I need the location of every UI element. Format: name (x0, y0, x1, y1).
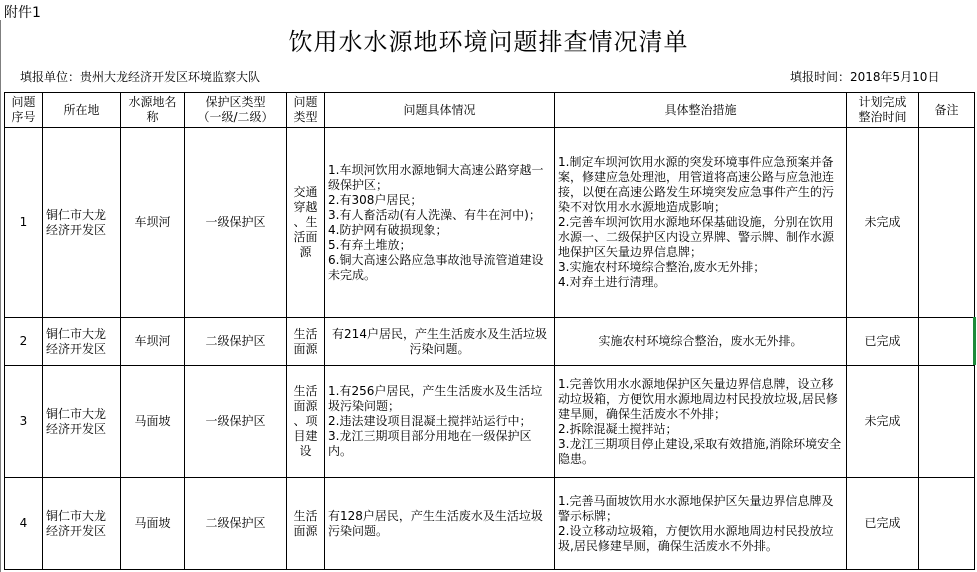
header-issue[interactable]: 问题具体情况 (325, 93, 555, 128)
cell-no[interactable]: 4 (5, 478, 43, 570)
sheet-left-border (0, 20, 1, 572)
table-row (5, 366, 975, 478)
cell-measure[interactable]: 1.制定车坝河饮用水源的突发环境事件应急预案并备案，修建应急处理池，用管道将高速公路与应急池连接，以便在高速公路发生环境突发应急事件产生的污染不对饮用水水源地造成影响； 2.完善车坝河饮用水源地环保基础设施，分别在饮用水源一、二级保护区内设立界牌、警示牌、制作水源地保护区矢量边界信息牌； 3.实施农村环境综合整治,废水无外排； 4.对弃土进行清理。 (555, 128, 847, 318)
page-title: 饮用水水源地环境问题排查情况清单 (288, 28, 689, 56)
header-note[interactable]: 备注 (919, 93, 975, 128)
cell-measure[interactable]: 实施农村环境综合整治，废水无外排。 (555, 318, 847, 366)
table-row (5, 128, 975, 318)
cell-type[interactable]: 生活 面源 (287, 318, 325, 366)
header-measure[interactable]: 具体整治措施 (555, 93, 847, 128)
header-location[interactable]: 所在地 (43, 93, 121, 128)
cell-location[interactable]: 铜仁市大龙 经济开发区 (43, 478, 121, 570)
cell-source[interactable]: 车坝河 (121, 318, 185, 366)
annex-label: 附件1 (4, 5, 41, 21)
cell-issue[interactable]: 有128户居民，产生生活废水及生活垃圾污染问题。 (325, 478, 555, 570)
cell-location[interactable]: 铜仁市大龙 经济开发区 (43, 366, 121, 478)
header-no[interactable]: 问题 序号 (5, 93, 43, 128)
cell-measure[interactable]: 1.完善饮用水水源地保护区矢量边界信息牌，设立移动垃圾箱，方便饮用水源地周边村民投放垃圾,居民修建旱厕，确保生活废水不外排； 2.拆除混凝土搅拌站； 3.龙江三期项目停止建设,采取有效措施,消除环境安全隐患。 (555, 366, 847, 478)
header-type[interactable]: 问题 类型 (287, 93, 325, 128)
cell-type[interactable]: 生活 面源 (287, 478, 325, 570)
cell-type[interactable]: 交通 穿越 、生 活面 源 (287, 128, 325, 318)
cell-zone[interactable]: 二级保护区 (185, 478, 287, 570)
selected-cell-indicator (973, 317, 976, 365)
cell-type[interactable]: 生活 面源 、项 目建 设 (287, 366, 325, 478)
cell-location[interactable]: 铜仁市大龙 经济开发区 (43, 128, 121, 318)
reporting-time: 填报时间：2018年5月10日 (790, 70, 940, 84)
table-row (5, 478, 975, 570)
cell-note[interactable] (919, 478, 975, 570)
cell-zone[interactable]: 一级保护区 (185, 366, 287, 478)
cell-source[interactable]: 马面坡 (121, 478, 185, 570)
cell-no[interactable]: 1 (5, 128, 43, 318)
header-source[interactable]: 水源地名 称 (121, 93, 185, 128)
reporting-unit: 填报单位：贵州大龙经济开发区环境监察大队 (20, 70, 261, 84)
cell-note[interactable] (919, 318, 975, 366)
cell-status[interactable]: 已完成 (847, 318, 919, 366)
cell-measure[interactable]: 1.完善马面坡饮用水水源地保护区矢量边界信息牌及警示标牌； 2.设立移动垃圾箱，方便饮用水源地周边村民投放垃圾,居民修建旱厕，确保生活废水不外排。 (555, 478, 847, 570)
cell-no[interactable]: 3 (5, 366, 43, 478)
cell-location[interactable]: 铜仁市大龙 经济开发区 (43, 318, 121, 366)
cell-zone[interactable]: 一级保护区 (185, 128, 287, 318)
cell-note[interactable] (919, 366, 975, 478)
cell-issue[interactable]: 1.有256户居民，产生生活废水及生活垃圾污染问题； 2.违法建设项目混凝土搅拌站运行中； 3.龙江三期项目部分用地在一级保护区内。 (325, 366, 555, 478)
header-row (5, 93, 975, 128)
cell-source[interactable]: 马面坡 (121, 366, 185, 478)
cell-zone[interactable]: 二级保护区 (185, 318, 287, 366)
cell-source[interactable]: 车坝河 (121, 128, 185, 318)
cell-no[interactable]: 2 (5, 318, 43, 366)
issue-table (4, 92, 975, 570)
cell-issue[interactable]: 1.车坝河饮用水源地铜大高速公路穿越一级保护区； 2.有308户居民； 3.有人畜活动(有人洗澡、有牛在河中)； 4.防护网有破损现象； 5.有弃土堆放； 6.铜大高速公路应急事故池导流管道建设未完成。 (325, 128, 555, 318)
cell-note[interactable] (919, 128, 975, 318)
header-deadline[interactable]: 计划完成 整治时间 (847, 93, 919, 128)
table-row (5, 318, 975, 366)
cell-status[interactable]: 未完成 (847, 128, 919, 318)
cell-issue[interactable]: 有214户居民，产生生活废水及生活垃圾污染问题。 (325, 318, 555, 366)
cell-status[interactable]: 已完成 (847, 478, 919, 570)
cell-status[interactable]: 未完成 (847, 366, 919, 478)
header-zone[interactable]: 保护区类型 （一级/二级） (185, 93, 287, 128)
